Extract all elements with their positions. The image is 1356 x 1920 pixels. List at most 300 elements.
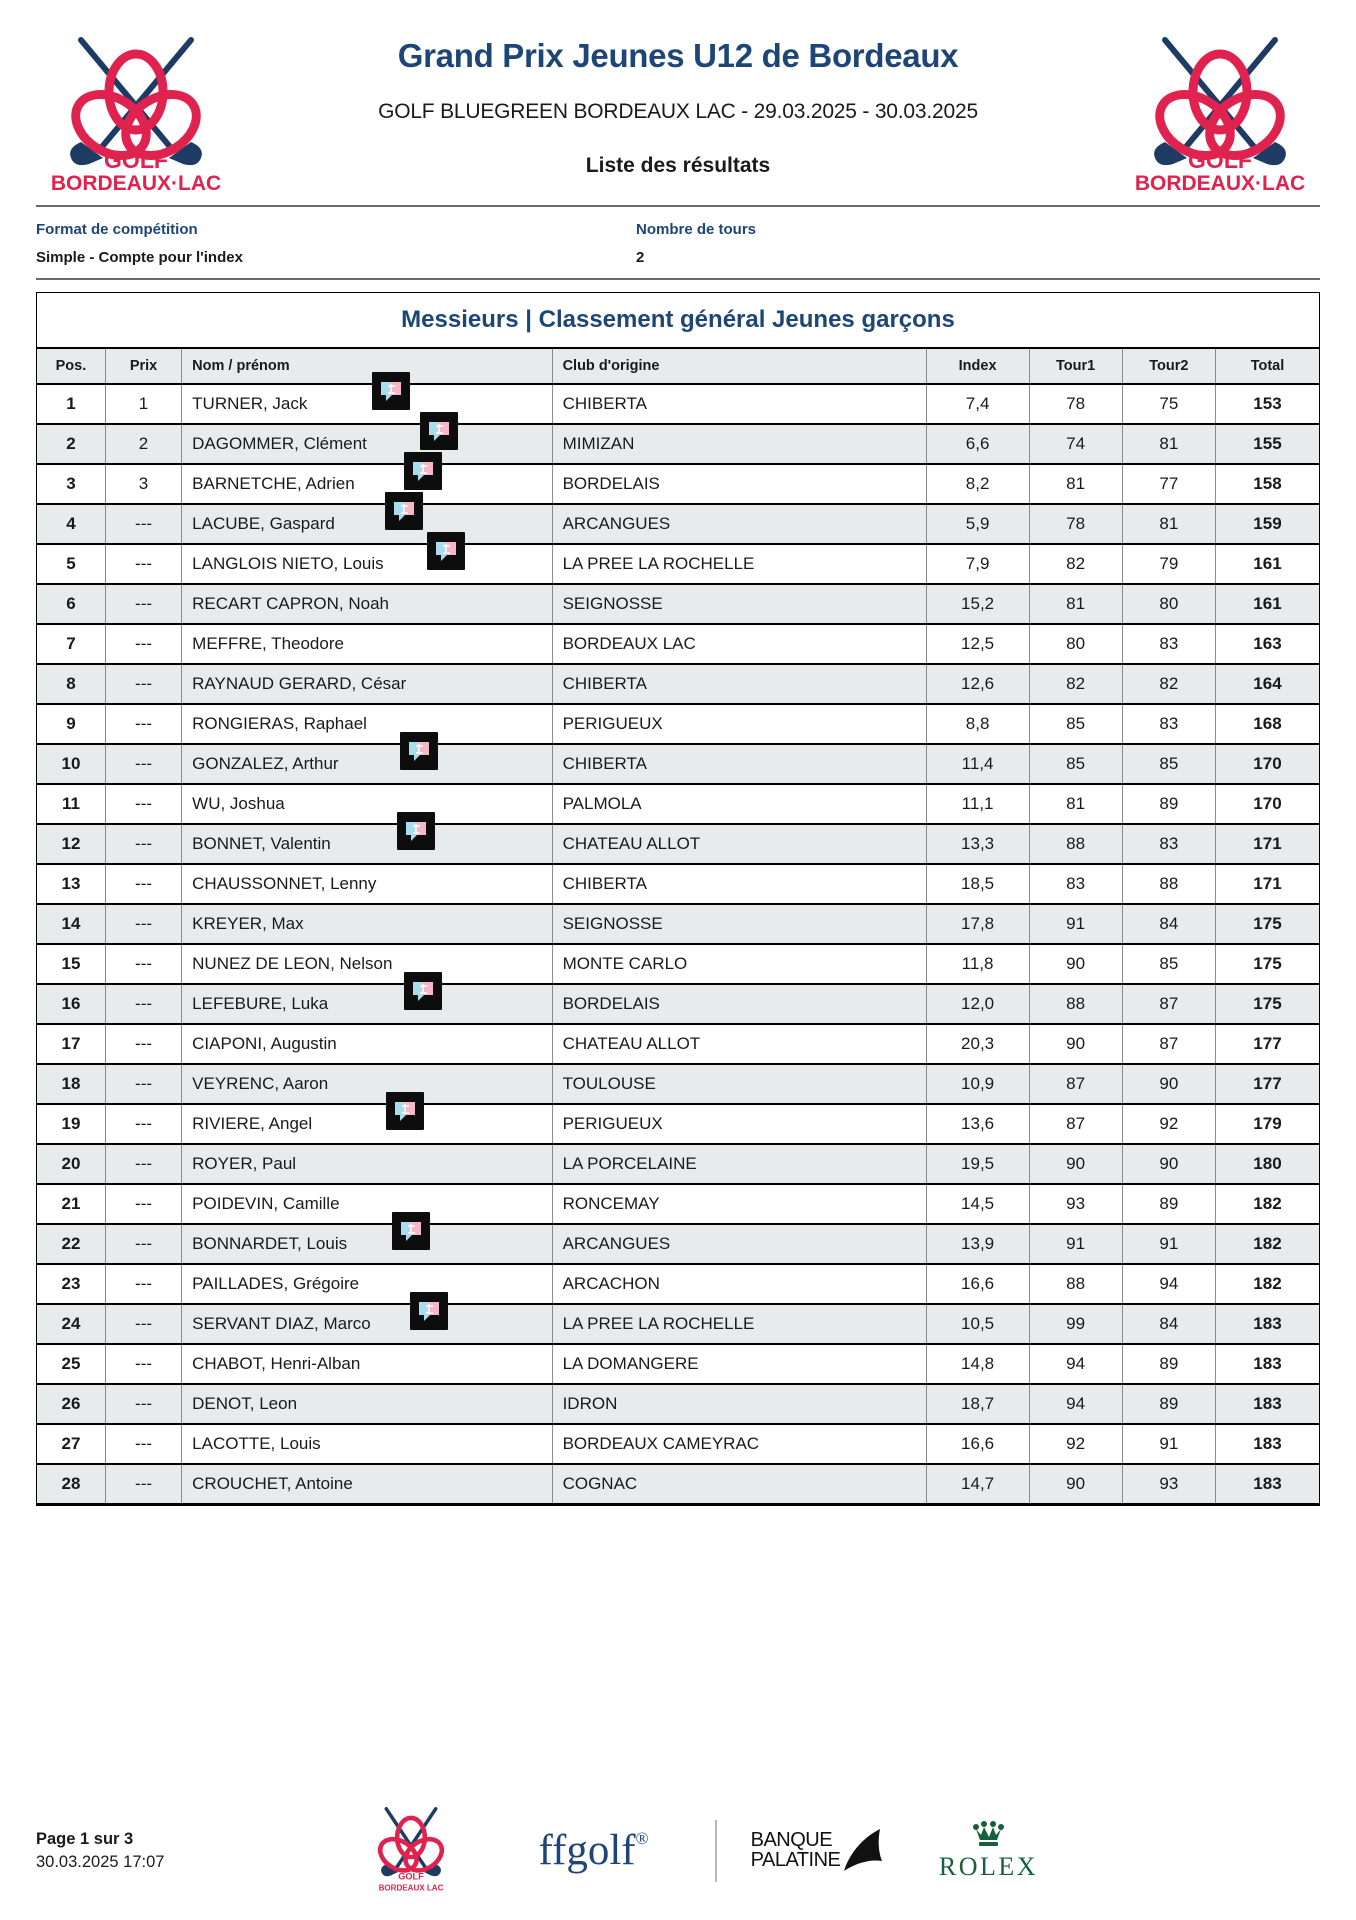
player-flag-badge-icon <box>410 1292 448 1330</box>
cell-position: 14 <box>37 904 105 944</box>
cell-player-name <box>182 1464 552 1504</box>
cell-tour2: 88 <box>1122 864 1215 904</box>
golf-bordeaux-lac-logo-icon <box>356 1803 466 1898</box>
table-caption: Messieurs | Classement général Jeunes garçons <box>37 293 1319 347</box>
player-name-text: LACOTTE, Louis <box>192 1434 321 1453</box>
cell-prize: --- <box>105 1144 181 1184</box>
cell-tour2: 83 <box>1122 824 1215 864</box>
cell-player-name <box>182 504 552 544</box>
cell-index: 16,6 <box>926 1264 1029 1304</box>
column-header-index: Index <box>926 348 1029 384</box>
cell-tour1: 82 <box>1029 664 1122 704</box>
golf-bordeaux-lac-logo-icon <box>1135 30 1305 195</box>
table-row <box>37 784 1319 824</box>
cell-total: 161 <box>1215 584 1319 624</box>
cell-tour1: 91 <box>1029 904 1122 944</box>
cell-position: 13 <box>37 864 105 904</box>
cell-player-name <box>182 584 552 624</box>
cell-total: 164 <box>1215 664 1319 704</box>
cell-position: 21 <box>37 1184 105 1224</box>
player-flag-badge-icon <box>420 412 458 450</box>
cell-position: 23 <box>37 1264 105 1304</box>
sponsor-divider <box>715 1820 717 1882</box>
player-name-text: SERVANT DIAZ, Marco <box>192 1314 371 1333</box>
competition-meta <box>36 207 1320 278</box>
cell-player-name <box>182 904 552 944</box>
cell-index: 14,5 <box>926 1184 1029 1224</box>
cell-tour1: 87 <box>1029 1104 1122 1144</box>
table-row <box>37 664 1319 704</box>
player-name-text: PAILLADES, Grégoire <box>192 1274 360 1293</box>
cell-position: 1 <box>37 384 105 424</box>
footer-page-info <box>36 1828 336 1873</box>
cell-total: 170 <box>1215 784 1319 824</box>
table-row <box>37 704 1319 744</box>
cell-tour1: 88 <box>1029 1264 1122 1304</box>
cell-club: BORDELAIS <box>552 984 926 1024</box>
cell-index: 5,9 <box>926 504 1029 544</box>
cell-prize: --- <box>105 624 181 664</box>
cell-index: 11,4 <box>926 744 1029 784</box>
player-name-text: LANGLOIS NIETO, Louis <box>192 554 384 573</box>
sponsor-strip <box>336 1803 1320 1898</box>
table-row <box>37 744 1319 784</box>
cell-prize: --- <box>105 504 181 544</box>
table-row <box>37 504 1319 544</box>
cell-total: 183 <box>1215 1384 1319 1424</box>
cell-prize: --- <box>105 944 181 984</box>
section-title: Liste des résultats <box>585 154 771 178</box>
cell-club: CHIBERTA <box>552 664 926 704</box>
cell-index: 13,9 <box>926 1224 1029 1264</box>
cell-player-name <box>182 464 552 504</box>
cell-club: SEIGNOSSE <box>552 904 926 944</box>
cell-prize: --- <box>105 904 181 944</box>
player-name-text: VEYRENC, Aaron <box>192 1074 329 1093</box>
logo-text-golf: GOLF <box>398 1871 424 1882</box>
cell-position: 9 <box>37 704 105 744</box>
cell-prize: --- <box>105 1344 181 1384</box>
cell-club: CHATEAU ALLOT <box>552 824 926 864</box>
rounds-block <box>636 221 756 266</box>
player-flag-badge-icon <box>427 532 465 570</box>
cell-player-name <box>182 1384 552 1424</box>
cell-index: 11,1 <box>926 784 1029 824</box>
logo-text-bordeaux-lac: BORDEAUX·LAC <box>1135 172 1305 195</box>
cell-position: 12 <box>37 824 105 864</box>
player-flag-badge-icon <box>386 1092 424 1130</box>
column-header-name: Nom / prénom <box>182 348 552 384</box>
cell-player-name <box>182 704 552 744</box>
results-table-container <box>36 292 1320 1506</box>
cell-tour2: 84 <box>1122 904 1215 944</box>
cell-tour1: 78 <box>1029 384 1122 424</box>
cell-total: 180 <box>1215 1144 1319 1184</box>
player-name-text: LACUBE, Gaspard <box>192 514 335 533</box>
cell-player-name <box>182 1224 552 1264</box>
player-name-text: RECART CAPRON, Noah <box>192 594 389 613</box>
results-table <box>37 347 1319 1505</box>
cell-total: 177 <box>1215 1064 1319 1104</box>
cell-prize: --- <box>105 984 181 1024</box>
cell-index: 18,7 <box>926 1384 1029 1424</box>
player-name-text: DENOT, Leon <box>192 1394 298 1413</box>
player-name-text: CIAPONI, Augustin <box>192 1034 337 1053</box>
cell-position: 5 <box>37 544 105 584</box>
cell-total: 171 <box>1215 864 1319 904</box>
cell-total: 161 <box>1215 544 1319 584</box>
cell-tour2: 85 <box>1122 744 1215 784</box>
player-flag-badge-icon <box>397 812 435 850</box>
cell-prize: 2 <box>105 424 181 464</box>
cell-tour1: 90 <box>1029 1144 1122 1184</box>
cell-total: 183 <box>1215 1424 1319 1464</box>
cell-tour2: 79 <box>1122 544 1215 584</box>
sponsor-banque-palatine <box>731 1827 906 1875</box>
cell-total: 183 <box>1215 1344 1319 1384</box>
format-value: Simple - Compte pour l'index <box>36 249 243 266</box>
cell-prize: --- <box>105 744 181 784</box>
cell-prize: --- <box>105 1464 181 1504</box>
table-row <box>37 1184 1319 1224</box>
rounds-label: Nombre de tours <box>636 221 757 238</box>
cell-tour1: 91 <box>1029 1224 1122 1264</box>
cell-player-name <box>182 1304 552 1344</box>
column-header-pos: Pos. <box>37 348 105 384</box>
cell-tour1: 83 <box>1029 864 1122 904</box>
cell-tour1: 94 <box>1029 1344 1122 1384</box>
player-name-text: ROYER, Paul <box>192 1154 297 1173</box>
cell-index: 7,4 <box>926 384 1029 424</box>
cell-total: 170 <box>1215 744 1319 784</box>
cell-player-name <box>182 744 552 784</box>
cell-club: LA DOMANGERE <box>552 1344 926 1384</box>
cell-tour2: 91 <box>1122 1224 1215 1264</box>
cell-club: COGNAC <box>552 1464 926 1504</box>
cell-prize: --- <box>105 1424 181 1464</box>
cell-tour2: 92 <box>1122 1104 1215 1144</box>
cell-club: PERIGUEUX <box>552 704 926 744</box>
cell-tour2: 84 <box>1122 1304 1215 1344</box>
club-logo-right <box>1120 30 1320 195</box>
cell-club: BORDELAIS <box>552 464 926 504</box>
cell-index: 8,2 <box>926 464 1029 504</box>
table-row <box>37 824 1319 864</box>
cell-total: 175 <box>1215 904 1319 944</box>
player-flag-badge-icon <box>404 972 442 1010</box>
cell-position: 4 <box>37 504 105 544</box>
cell-player-name <box>182 944 552 984</box>
cell-prize: --- <box>105 1104 181 1144</box>
cell-index: 12,5 <box>926 624 1029 664</box>
cell-prize: --- <box>105 1384 181 1424</box>
cell-tour1: 90 <box>1029 1464 1122 1504</box>
cell-position: 19 <box>37 1104 105 1144</box>
cell-tour2: 77 <box>1122 464 1215 504</box>
player-name-text: TURNER, Jack <box>192 394 308 413</box>
cell-club: CHIBERTA <box>552 744 926 784</box>
player-name-text: NUNEZ DE LEON, Nelson <box>192 954 393 973</box>
player-name-text: POIDEVIN, Camille <box>192 1194 340 1213</box>
cell-total: 179 <box>1215 1104 1319 1144</box>
cell-position: 7 <box>37 624 105 664</box>
cell-tour2: 85 <box>1122 944 1215 984</box>
cell-position: 24 <box>37 1304 105 1344</box>
cell-index: 11,8 <box>926 944 1029 984</box>
cell-tour2: 82 <box>1122 664 1215 704</box>
cell-tour1: 93 <box>1029 1184 1122 1224</box>
cell-club: MIMIZAN <box>552 424 926 464</box>
cell-tour2: 75 <box>1122 384 1215 424</box>
cell-club: LA PORCELAINE <box>552 1144 926 1184</box>
table-row <box>37 1384 1319 1424</box>
sponsor-rolex <box>906 1820 1071 1882</box>
cell-tour2: 93 <box>1122 1464 1215 1504</box>
cell-tour1: 81 <box>1029 584 1122 624</box>
palatine-line-1: BANQUE <box>750 1828 833 1851</box>
cell-club: LA PREE LA ROCHELLE <box>552 1304 926 1344</box>
cell-index: 8,8 <box>926 704 1029 744</box>
cell-tour1: 78 <box>1029 504 1122 544</box>
cell-tour2: 80 <box>1122 584 1215 624</box>
cell-club: BORDEAUX LAC <box>552 624 926 664</box>
table-row <box>37 944 1319 984</box>
table-row <box>37 624 1319 664</box>
cell-total: 163 <box>1215 624 1319 664</box>
cell-prize: --- <box>105 1024 181 1064</box>
player-name-text: BONNARDET, Louis <box>192 1234 348 1253</box>
player-name-text: MEFFRE, Theodore <box>192 634 344 653</box>
player-name-text: DAGOMMER, Clément <box>192 434 367 453</box>
cell-player-name <box>182 1104 552 1144</box>
rounds-value: 2 <box>636 249 645 266</box>
cell-index: 15,2 <box>926 584 1029 624</box>
cell-index: 14,7 <box>926 1464 1029 1504</box>
cell-index: 16,6 <box>926 1424 1029 1464</box>
cell-total: 155 <box>1215 424 1319 464</box>
player-flag-badge-icon <box>385 492 423 530</box>
cell-index: 6,6 <box>926 424 1029 464</box>
column-header-tour2: Tour2 <box>1122 348 1215 384</box>
sponsor-ffgolf <box>486 1826 701 1875</box>
table-row <box>37 1224 1319 1264</box>
cell-index: 7,9 <box>926 544 1029 584</box>
table-row <box>37 1104 1319 1144</box>
cell-tour2: 89 <box>1122 1344 1215 1384</box>
column-header-tour1: Tour1 <box>1029 348 1122 384</box>
document-footer <box>36 1803 1320 1920</box>
cell-tour1: 82 <box>1029 544 1122 584</box>
cell-tour1: 88 <box>1029 824 1122 864</box>
cell-position: 6 <box>37 584 105 624</box>
cell-prize: --- <box>105 704 181 744</box>
cell-total: 182 <box>1215 1224 1319 1264</box>
logo-text-bordeaux-lac: BORDEAUX LAC <box>378 1883 444 1893</box>
cell-player-name <box>182 1424 552 1464</box>
player-name-text: BARNETCHE, Adrien <box>192 474 355 493</box>
cell-index: 17,8 <box>926 904 1029 944</box>
cell-position: 8 <box>37 664 105 704</box>
cell-tour2: 81 <box>1122 424 1215 464</box>
palatine-line-2: PALATINE <box>750 1848 841 1871</box>
cell-prize: --- <box>105 1064 181 1104</box>
cell-player-name <box>182 1144 552 1184</box>
cell-index: 12,0 <box>926 984 1029 1024</box>
cell-tour1: 92 <box>1029 1424 1122 1464</box>
cell-index: 10,9 <box>926 1064 1029 1104</box>
sponsor-golf-bordeaux-lac <box>336 1803 486 1898</box>
golf-bordeaux-lac-logo-icon <box>51 30 221 195</box>
cell-tour2: 81 <box>1122 504 1215 544</box>
venue-dates-subtitle: GOLF BLUEGREEN BORDEAUX LAC - 29.03.2025 - 30.03.2025 <box>378 100 978 124</box>
cell-player-name <box>182 784 552 824</box>
cell-prize: 3 <box>105 464 181 504</box>
table-row <box>37 1144 1319 1184</box>
cell-club: ARCACHON <box>552 1264 926 1304</box>
table-row <box>37 424 1319 464</box>
table-header <box>37 348 1319 384</box>
cell-club: PERIGUEUX <box>552 1104 926 1144</box>
table-header-row <box>37 348 1319 384</box>
cell-tour1: 80 <box>1029 624 1122 664</box>
generation-datetime: 30.03.2025 17:07 <box>36 1852 165 1871</box>
player-name-text: BONNET, Valentin <box>192 834 331 853</box>
cell-index: 14,8 <box>926 1344 1029 1384</box>
cell-prize: --- <box>105 1224 181 1264</box>
cell-prize: --- <box>105 1264 181 1304</box>
cell-prize: --- <box>105 1184 181 1224</box>
rolex-crown-icon <box>972 1820 1006 1850</box>
player-name-text: RIVIERE, Angel <box>192 1114 313 1133</box>
cell-position: 17 <box>37 1024 105 1064</box>
document-header <box>36 0 1320 205</box>
cell-tour2: 89 <box>1122 1184 1215 1224</box>
cell-tour1: 99 <box>1029 1304 1122 1344</box>
cell-index: 10,5 <box>926 1304 1029 1344</box>
cell-club: ARCANGUES <box>552 504 926 544</box>
cell-prize: --- <box>105 584 181 624</box>
logo-text-bordeaux-lac: BORDEAUX·LAC <box>51 172 221 195</box>
cell-total: 158 <box>1215 464 1319 504</box>
cell-player-name <box>182 664 552 704</box>
cell-position: 16 <box>37 984 105 1024</box>
cell-club: MONTE CARLO <box>552 944 926 984</box>
table-row <box>37 1344 1319 1384</box>
cell-position: 2 <box>37 424 105 464</box>
logo-text-golf: GOLF <box>104 147 168 173</box>
table-row <box>37 464 1319 504</box>
cell-total: 168 <box>1215 704 1319 744</box>
cell-position: 18 <box>37 1064 105 1104</box>
cell-index: 18,5 <box>926 864 1029 904</box>
cell-position: 25 <box>37 1344 105 1384</box>
cell-tour1: 81 <box>1029 784 1122 824</box>
cell-tour2: 94 <box>1122 1264 1215 1304</box>
cell-position: 22 <box>37 1224 105 1264</box>
cell-tour1: 94 <box>1029 1384 1122 1424</box>
cell-tour1: 90 <box>1029 944 1122 984</box>
cell-prize: --- <box>105 1304 181 1344</box>
cell-player-name <box>182 864 552 904</box>
cell-position: 3 <box>37 464 105 504</box>
cell-tour2: 87 <box>1122 984 1215 1024</box>
cell-prize: --- <box>105 544 181 584</box>
cell-player-name <box>182 624 552 664</box>
cell-total: 182 <box>1215 1184 1319 1224</box>
cell-tour2: 90 <box>1122 1144 1215 1184</box>
cell-prize: --- <box>105 824 181 864</box>
cell-tour2: 89 <box>1122 1384 1215 1424</box>
table-row <box>37 1264 1319 1304</box>
table-row <box>37 984 1319 1024</box>
cell-total: 183 <box>1215 1464 1319 1504</box>
cell-player-name <box>182 1184 552 1224</box>
cell-total: 183 <box>1215 1304 1319 1344</box>
player-name-text: KREYER, Max <box>192 914 304 933</box>
cell-tour1: 88 <box>1029 984 1122 1024</box>
cell-club: CHATEAU ALLOT <box>552 1024 926 1064</box>
player-flag-badge-icon <box>372 372 410 410</box>
page-number: Page 1 sur 3 <box>36 1830 134 1849</box>
cell-player-name <box>182 824 552 864</box>
cell-club: TOULOUSE <box>552 1064 926 1104</box>
table-row <box>37 1024 1319 1064</box>
cell-index: 13,3 <box>926 824 1029 864</box>
player-name-text: CROUCHET, Antoine <box>192 1474 353 1493</box>
player-name-text: CHAUSSONNET, Lenny <box>192 874 377 893</box>
header-text-block <box>236 30 1120 178</box>
cell-total: 175 <box>1215 984 1319 1024</box>
player-flag-badge-icon <box>400 732 438 770</box>
cell-tour2: 83 <box>1122 624 1215 664</box>
cell-total: 159 <box>1215 504 1319 544</box>
table-row <box>37 384 1319 424</box>
cell-total: 175 <box>1215 944 1319 984</box>
table-row <box>37 864 1319 904</box>
palatine-sail-icon <box>840 1827 886 1875</box>
ffgolf-wordmark: ffgolf <box>538 1827 636 1874</box>
page-title: Grand Prix Jeunes U12 de Bordeaux <box>397 37 959 74</box>
table-row <box>37 904 1319 944</box>
player-name-text: CHABOT, Henri-Alban <box>192 1354 361 1373</box>
player-flag-badge-icon <box>404 452 442 490</box>
cell-index: 19,5 <box>926 1144 1029 1184</box>
cell-prize: --- <box>105 784 181 824</box>
table-row <box>37 1304 1319 1344</box>
cell-total: 182 <box>1215 1264 1319 1304</box>
cell-position: 10 <box>37 744 105 784</box>
cell-tour2: 83 <box>1122 704 1215 744</box>
cell-player-name <box>182 544 552 584</box>
cell-club: IDRON <box>552 1384 926 1424</box>
cell-tour2: 90 <box>1122 1064 1215 1104</box>
table-row <box>37 1464 1319 1504</box>
cell-prize: 1 <box>105 384 181 424</box>
table-row <box>37 544 1319 584</box>
meta-divider <box>36 278 1320 280</box>
cell-index: 20,3 <box>926 1024 1029 1064</box>
cell-position: 27 <box>37 1424 105 1464</box>
cell-club: SEIGNOSSE <box>552 584 926 624</box>
cell-total: 177 <box>1215 1024 1319 1064</box>
cell-player-name <box>182 1024 552 1064</box>
cell-tour1: 85 <box>1029 744 1122 784</box>
cell-tour1: 85 <box>1029 704 1122 744</box>
cell-club: CHIBERTA <box>552 384 926 424</box>
cell-tour2: 89 <box>1122 784 1215 824</box>
cell-tour1: 74 <box>1029 424 1122 464</box>
cell-club: PALMOLA <box>552 784 926 824</box>
